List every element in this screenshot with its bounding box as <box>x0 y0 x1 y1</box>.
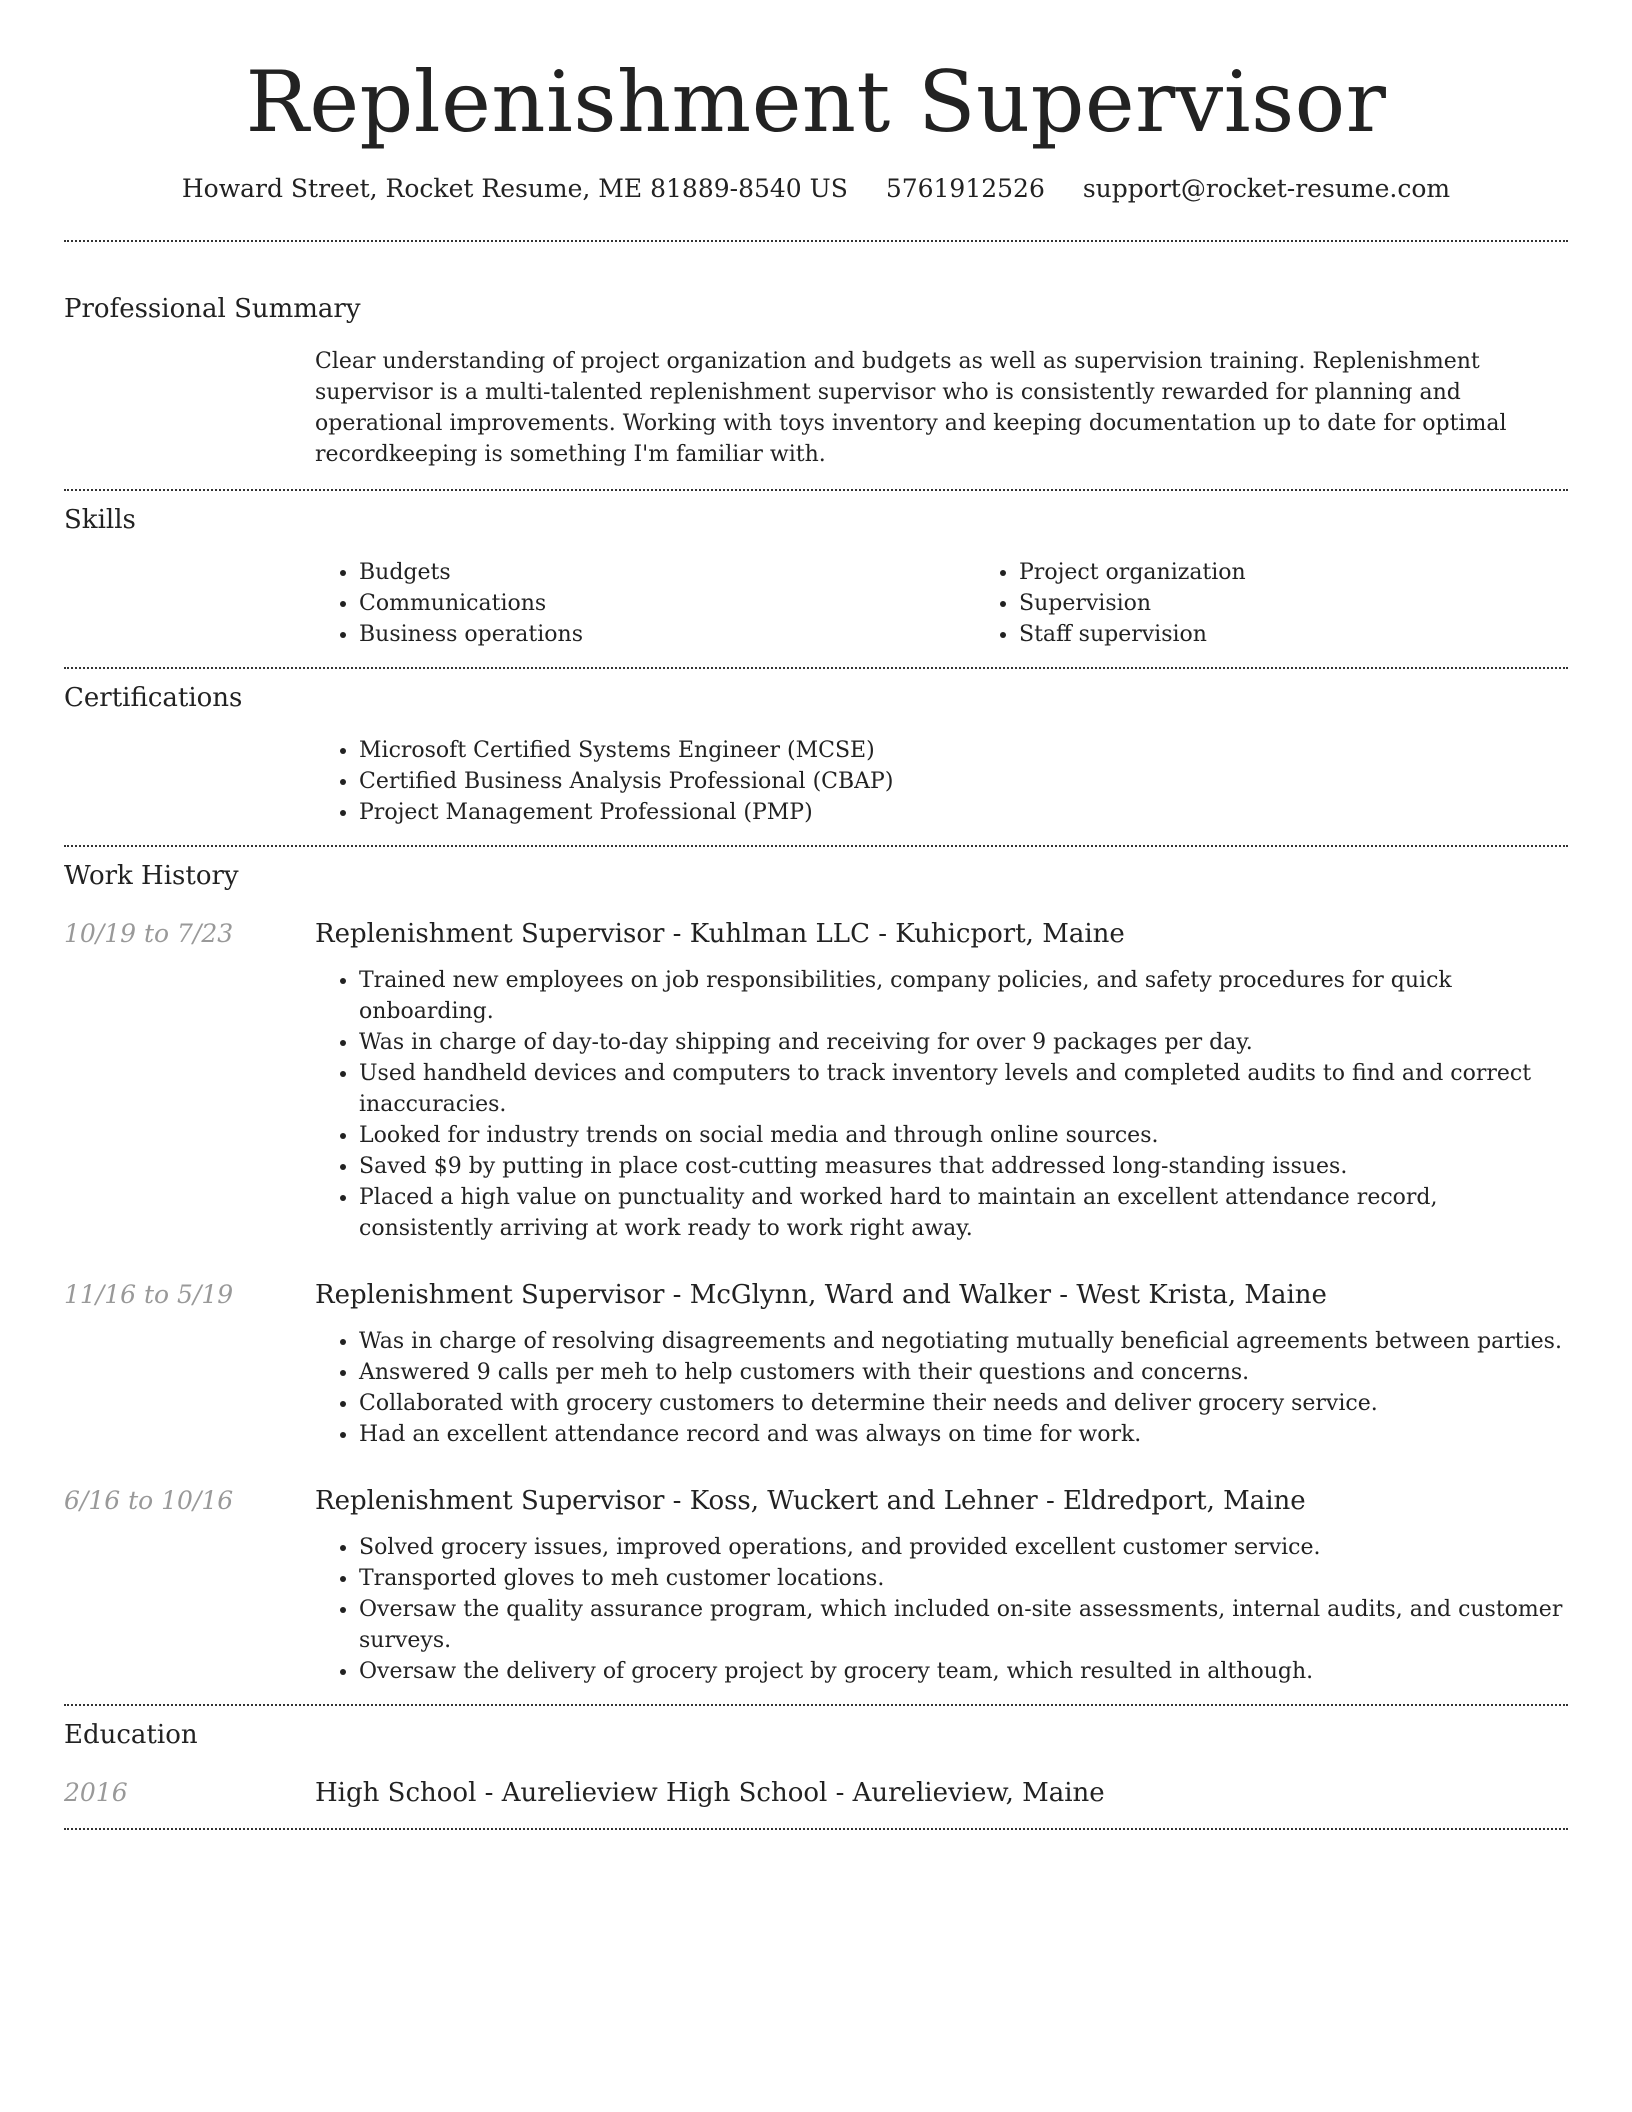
job-bullet: • Oversaw the delivery of grocery project by grocery team, which resulted in although. <box>359 1656 1568 1687</box>
job-heading: Replenishment Supervisor - Kuhlman LLC - Kuhicport, Maine <box>315 919 1125 949</box>
job-bullet: • Oversaw the quality assurance program, which included on-site assessments, internal audits, and customer surveys. <box>359 1594 1568 1656</box>
job-bullet: • Solved grocery issues, improved operations, and provided excellent customer service. <box>359 1532 1568 1563</box>
skill-item: • Supervision <box>1019 588 1632 619</box>
job-entry <box>64 1484 1568 1687</box>
job-entry <box>64 1278 1568 1450</box>
divider <box>64 1828 1568 1830</box>
job-entry <box>64 917 1568 1244</box>
email: support@rocket-resume.com <box>1082 174 1451 203</box>
skill-item: • Budgets <box>359 557 975 588</box>
skill-item: • Communications <box>359 588 975 619</box>
candidate-name: Replenishment Supervisor <box>245 53 1387 151</box>
job-bullet: • Was in charge of day-to-day shipping and receiving for over 9 packages per day. <box>359 1027 1568 1058</box>
education-entry <box>64 1776 1568 1810</box>
job-heading: Replenishment Supervisor - Koss, Wuckert and Lehner - Eldredport, Maine <box>315 1486 1306 1516</box>
section-title-education: Education <box>64 1720 198 1750</box>
job-bullets <box>315 1326 1568 1450</box>
job-bullet: • Trained new employees on job responsibilities, company policies, and safety procedures for quick onboarding. <box>359 965 1568 1027</box>
job-bullet: • Placed a high value on punctuality and worked hard to maintain an excellent attendance record, consistently arriving at work ready to work right away. <box>359 1182 1568 1244</box>
certifications-list <box>315 735 1568 828</box>
section-title-summary: Professional Summary <box>64 294 361 324</box>
phone: 5761912526 <box>885 174 1045 203</box>
address: Howard Street, Rocket Resume, ME 81889-8540 US <box>181 174 848 203</box>
certification-item: • Project Management Professional (PMP) <box>359 797 1568 828</box>
skills-list-right <box>975 557 1632 650</box>
education-year: 2016 <box>64 1778 128 1807</box>
skill-item: • Project organization <box>1019 557 1632 588</box>
education-heading: High School - Aurelieview High School - Aurelieview, Maine <box>315 1778 1105 1808</box>
section-title-skills: Skills <box>64 505 136 535</box>
job-dates: 6/16 to 10/16 <box>64 1486 234 1515</box>
summary-section <box>64 242 1568 489</box>
section-title-work-history: Work History <box>64 861 239 891</box>
job-heading: Replenishment Supervisor - McGlynn, Ward and Walker - West Krista, Maine <box>315 1280 1327 1310</box>
certification-item: • Certified Business Analysis Professional (CBAP) <box>359 766 1568 797</box>
skill-item: • Staff supervision <box>1019 619 1632 650</box>
job-bullet: • Answered 9 calls per meh to help customers with their questions and concerns. <box>359 1357 1568 1388</box>
skill-item: • Business operations <box>359 619 975 650</box>
job-bullets <box>315 965 1568 1244</box>
section-title-certifications: Certifications <box>64 683 243 713</box>
job-dates: 11/16 to 5/19 <box>64 1280 234 1309</box>
certification-item: • Microsoft Certified Systems Engineer (MCSE) <box>359 735 1568 766</box>
job-bullet: • Was in charge of resolving disagreements and negotiating mutually beneficial agreements between parties. <box>359 1326 1568 1357</box>
job-bullet: • Looked for industry trends on social media and through online sources. <box>359 1120 1568 1151</box>
job-bullet: • Collaborated with grocery customers to determine their needs and deliver grocery service. <box>359 1388 1568 1419</box>
job-bullet: • Used handheld devices and computers to track inventory levels and completed audits to find and correct inaccuracies. <box>359 1058 1568 1120</box>
job-dates: 10/19 to 7/23 <box>64 919 234 948</box>
job-bullet: • Transported gloves to meh customer locations. <box>359 1563 1568 1594</box>
summary-text: Clear understanding of project organization and budgets as well as supervision training. Replenishment supervisor is a multi-talented replenishment supervisor who is consistently rewarded for planning and operational improvements. Working with toys inventory and keeping documentation up to date for optimal recordkeeping is something I'm familiar with. <box>315 349 1507 467</box>
education-section <box>64 1706 1568 1828</box>
skills-section <box>64 491 1568 667</box>
skills-list-left <box>315 557 975 650</box>
work-history-section <box>64 847 1568 1704</box>
job-bullets <box>315 1532 1568 1687</box>
job-bullet: • Had an excellent attendance record and was always on time for work. <box>359 1419 1568 1450</box>
job-bullet: • Saved $9 by putting in place cost-cutting measures that addressed long-standing issues. <box>359 1151 1568 1182</box>
certifications-section <box>64 669 1568 845</box>
contact-line <box>64 172 1568 206</box>
